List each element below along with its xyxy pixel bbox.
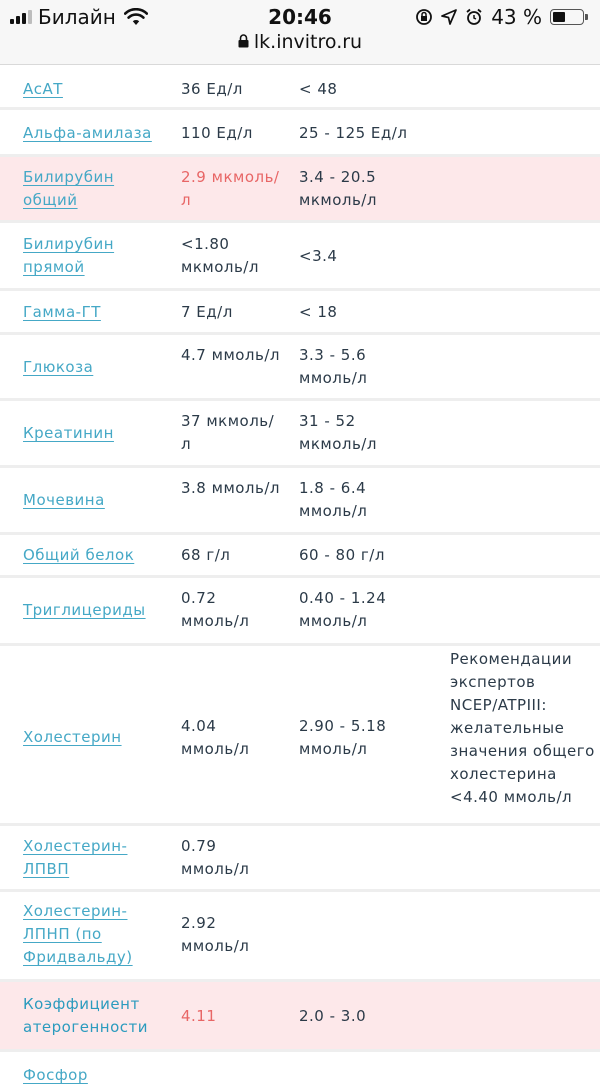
test-name-link[interactable]: Билирубин прямой: [23, 235, 115, 276]
test-name-link[interactable]: Фосфор: [23, 1066, 88, 1084]
test-name-link[interactable]: Альфа-амилаза: [23, 124, 152, 142]
table-row: [0, 892, 600, 982]
result-value: 2.9 мкмоль/л: [181, 168, 280, 209]
table-row: [0, 291, 600, 335]
test-name: Коэффициент атерогенности: [23, 995, 148, 1036]
reference-range: 3.4 - 20.5 мкмоль/л: [299, 168, 377, 209]
table-row: [0, 646, 600, 826]
test-name-link[interactable]: Холестерин: [23, 728, 122, 746]
result-value: 0.79 ммоль/л: [181, 837, 250, 878]
result-value: 2.92 ммоль/л: [181, 914, 250, 955]
table-row: [0, 578, 600, 646]
result-value: 37 мкмоль/л: [181, 412, 275, 453]
url-text: lk.invitro.ru: [253, 31, 363, 53]
battery-percent: 43 %: [491, 5, 542, 29]
result-value: 4.7 ммоль/л: [181, 346, 281, 364]
results-table: [0, 65, 600, 1082]
table-row: [0, 826, 600, 892]
reference-range: 25 - 125 Ед/л: [299, 124, 408, 142]
test-name-link[interactable]: Холестерин-ЛПВП: [23, 837, 128, 878]
reference-range: 31 - 52 мкмоль/л: [299, 412, 377, 453]
test-name-link[interactable]: Гамма-ГТ: [23, 303, 101, 321]
table-row: [0, 401, 600, 468]
table-row-abnormal: [0, 157, 600, 223]
status-bar: [0, 0, 600, 65]
clock: 20:46: [268, 5, 332, 29]
test-name-link[interactable]: Общий белок: [23, 546, 135, 564]
result-value: 3.8 ммоль/л: [181, 479, 281, 497]
location-icon: [441, 9, 457, 25]
reference-range: 60 - 80 г/л: [299, 546, 385, 564]
reference-range: < 18: [299, 303, 338, 321]
table-row: [0, 110, 600, 157]
result-value: 68 г/л: [181, 546, 231, 564]
test-name-link[interactable]: АсАТ: [23, 80, 63, 98]
table-row: [0, 335, 600, 401]
table-row: [0, 1052, 600, 1082]
result-value: 7 Ед/л: [181, 303, 233, 321]
reference-range: < 48: [299, 80, 338, 98]
comment-text: Рекомендации экспертов NCEP/ATPIII: желательные значения общего холестерина <4.40 ммоль/л: [450, 650, 595, 806]
rotation-lock-icon: [415, 8, 433, 26]
status-icons: [415, 5, 588, 29]
result-value: <1.80 мкмоль/л: [181, 235, 259, 276]
address-bar[interactable]: [0, 31, 600, 53]
result-value: 4.04 ммоль/л: [181, 717, 250, 758]
test-name-link[interactable]: Глюкоза: [23, 358, 94, 376]
table-row: [0, 535, 600, 578]
table-row: [0, 223, 600, 291]
battery-icon: [550, 9, 584, 25]
reference-range: 0.40 - 1.24 ммоль/л: [299, 589, 387, 630]
result-value: 0.72 ммоль/л: [181, 589, 250, 630]
result-value: 4.11: [181, 1007, 217, 1025]
reference-range: <3.4: [299, 247, 338, 265]
reference-range: 2.90 - 5.18 ммоль/л: [299, 717, 387, 758]
carrier-name: Билайн: [38, 5, 116, 29]
table-row-abnormal: [0, 982, 600, 1052]
test-name-link[interactable]: Холестерин-ЛПНП (по Фридвальду): [23, 902, 133, 966]
test-name-link[interactable]: Билирубин общий: [23, 168, 115, 209]
reference-range: 3.3 - 5.6 ммоль/л: [299, 346, 368, 387]
table-row: [0, 468, 600, 535]
alarm-icon: [465, 8, 483, 26]
test-name-link[interactable]: Триглицериды: [23, 601, 146, 619]
result-value: 36 Ед/л: [181, 80, 243, 98]
table-row: [0, 65, 600, 110]
reference-range: 2.0 - 3.0: [299, 1007, 367, 1025]
lock-icon: [238, 34, 249, 48]
result-value: 110 Ед/л: [181, 124, 253, 142]
test-name-link[interactable]: Мочевина: [23, 491, 105, 509]
test-name-link[interactable]: Креатинин: [23, 424, 114, 442]
reference-range: 1.8 - 6.4 ммоль/л: [299, 479, 368, 520]
